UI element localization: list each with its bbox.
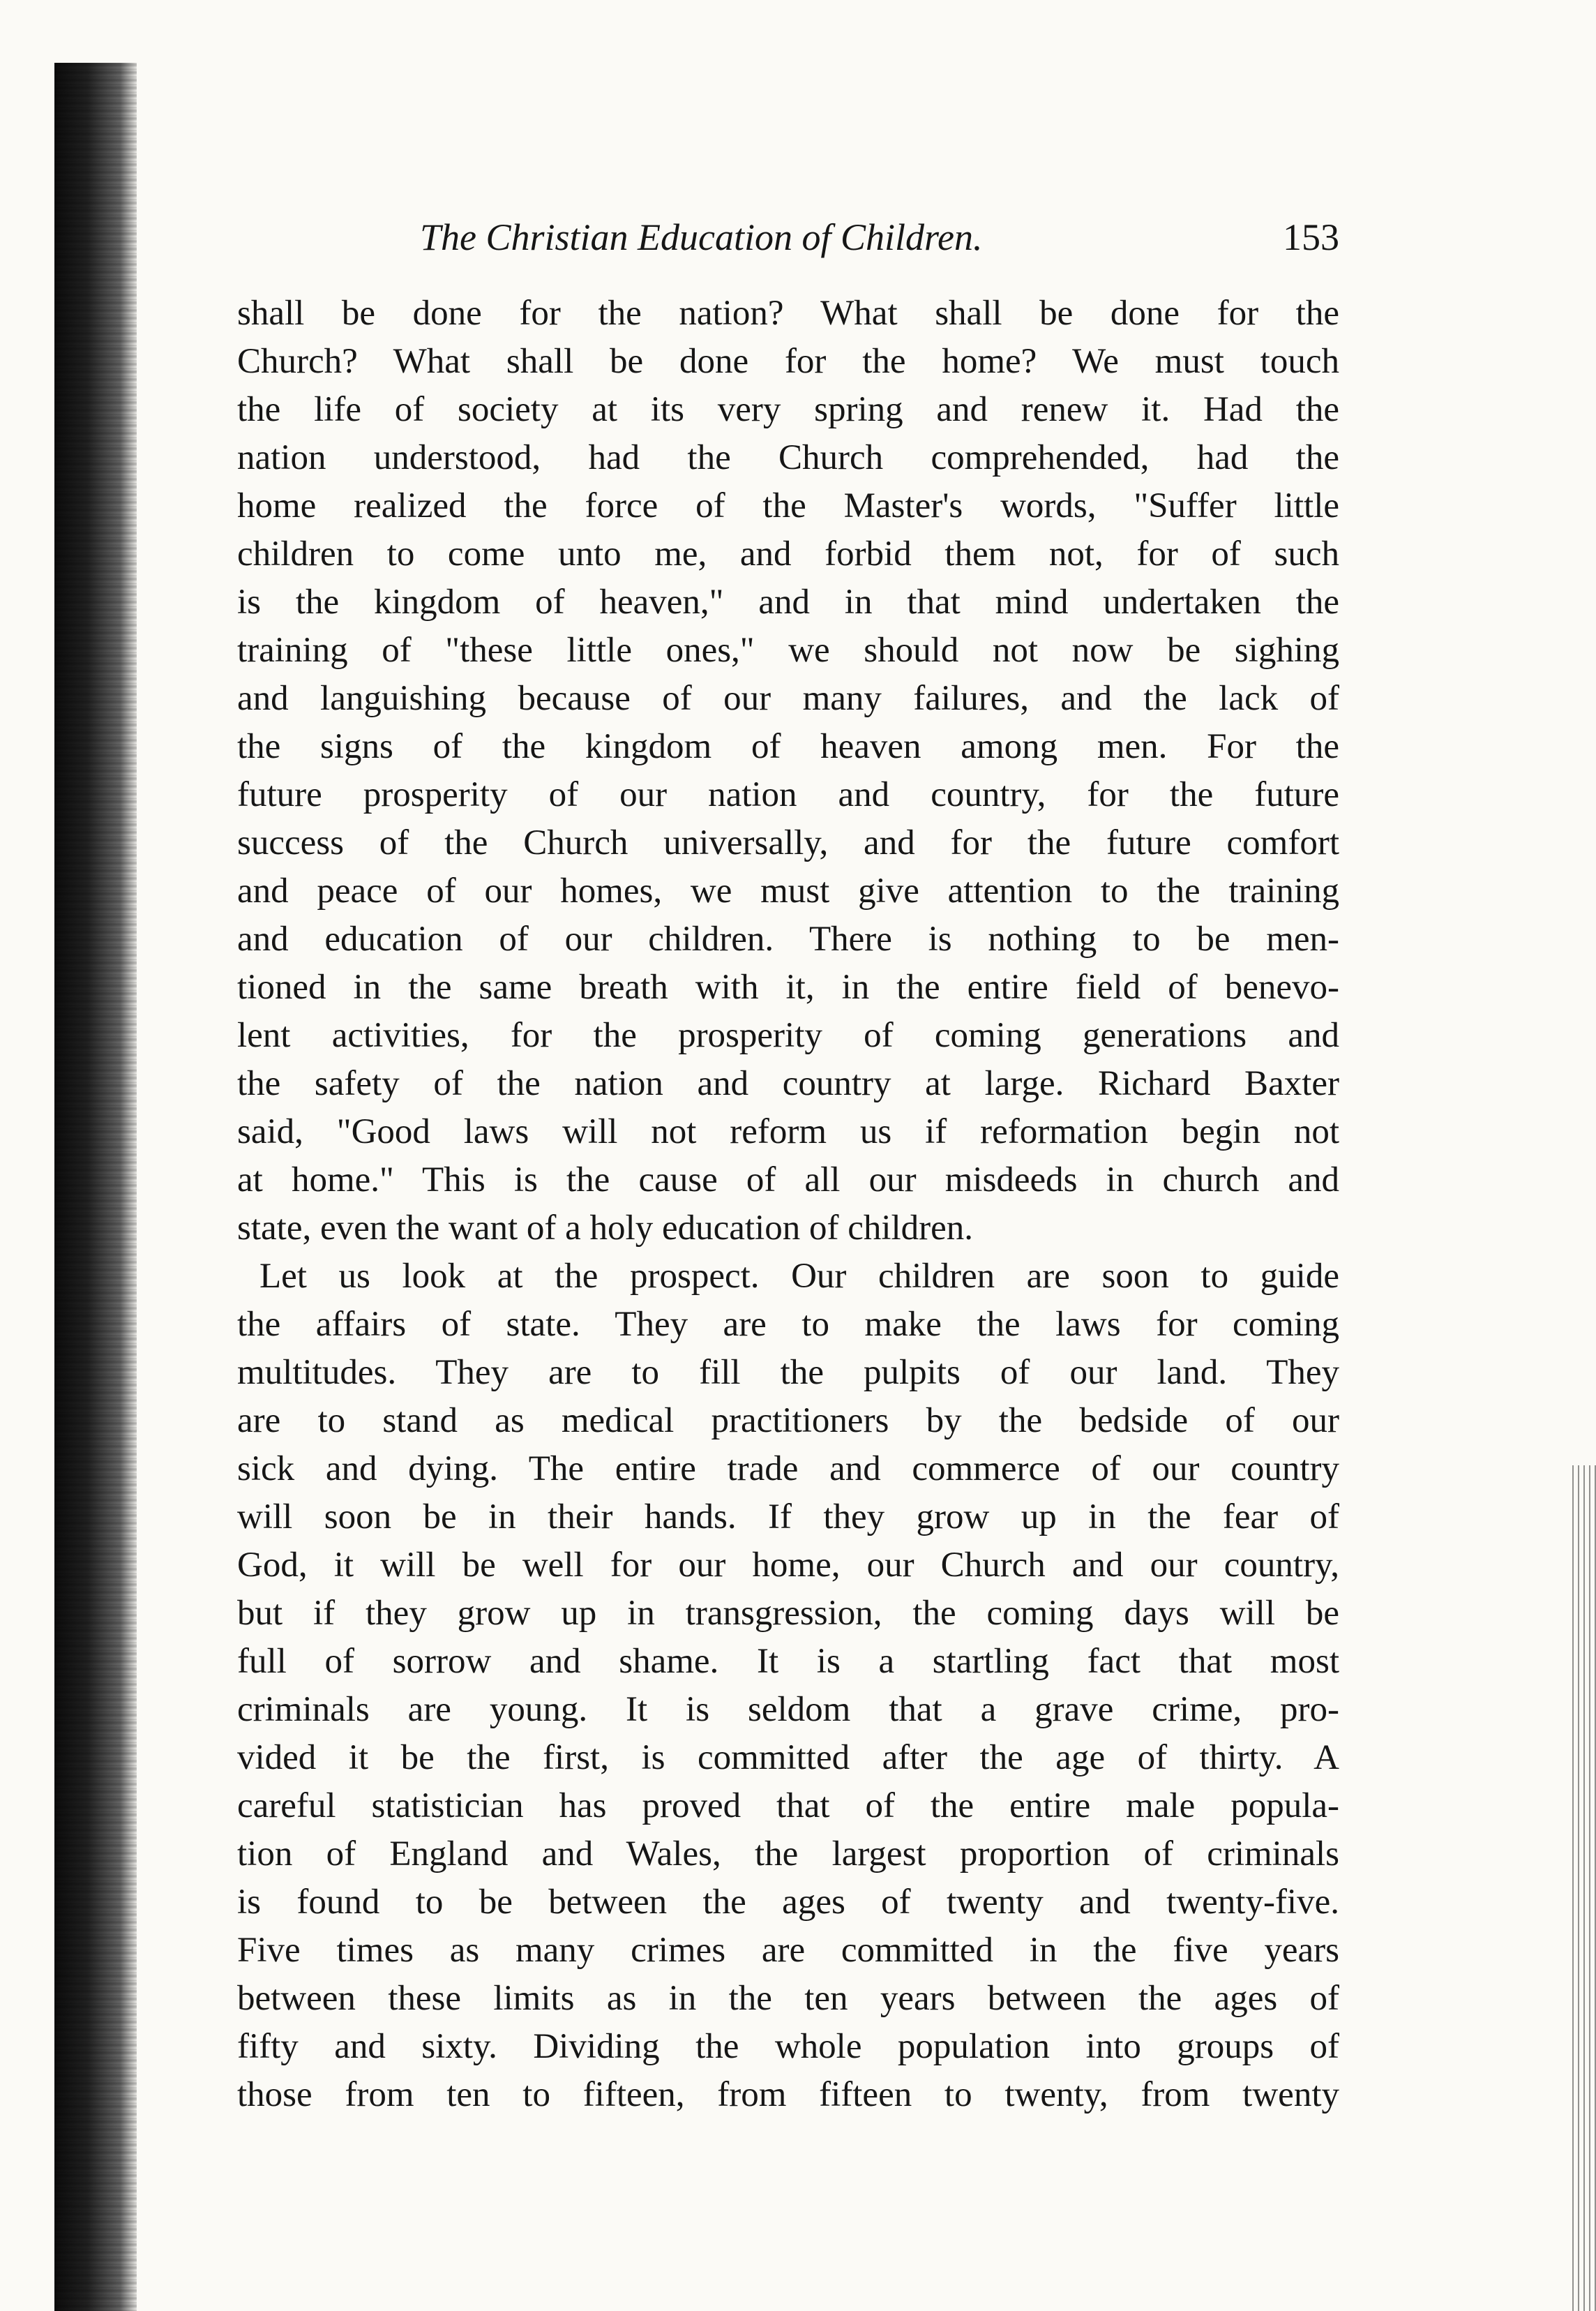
text-line: multitudes. They are to fill the pulpits of our land. They xyxy=(237,1353,1339,1392)
text-line: between these limits as in the ten years between the ages of xyxy=(237,1979,1339,2018)
text-line: Church? What shall be done for the home? We must touch xyxy=(237,342,1339,381)
text-line: the safety of the nation and country at large. Richard Baxter xyxy=(237,1064,1339,1103)
text-line: said, "Good laws will not reform us if reformation begin not xyxy=(237,1112,1339,1151)
text-line: at home." This is the cause of all our misdeeds in church and xyxy=(237,1160,1339,1199)
text-line: but if they grow up in transgression, the coming days will be xyxy=(237,1594,1339,1633)
text-line: full of sorrow and shame. It is a startling fact that most xyxy=(237,1642,1339,1681)
text-line: fifty and sixty. Dividing the whole population into groups of xyxy=(237,2027,1339,2066)
text-line: success of the Church universally, and for the future comfort xyxy=(237,823,1339,862)
book-binding-shadow xyxy=(54,63,137,2311)
text-line: and peace of our homes, we must give attention to the training xyxy=(237,872,1339,911)
text-line: will soon be in their hands. If they grow up in the fear of xyxy=(237,1497,1339,1536)
page-number: 153 xyxy=(1283,216,1339,258)
text-line: and languishing because of our many failures, and the lack of xyxy=(237,679,1339,718)
text-line: the life of society at its very spring and renew it. Had the xyxy=(237,390,1339,429)
text-line: shall be done for the nation? What shall be done for the xyxy=(237,294,1339,333)
text-line: are to stand as medical practitioners by the bedside of our xyxy=(237,1401,1339,1440)
text-line: tioned in the same breath with it, in the entire field of benevo- xyxy=(237,968,1339,1007)
running-header xyxy=(237,209,1339,265)
text-line: those from ten to fifteen, from fifteen to twenty, from twenty xyxy=(237,2075,1339,2114)
text-line: and education of our children. There is nothing to be men- xyxy=(237,920,1339,959)
body-text xyxy=(237,290,1339,2119)
running-title: The Christian Education of Children. xyxy=(420,216,983,258)
text-line: lent activities, for the prosperity of coming generations and xyxy=(237,1016,1339,1055)
text-line: criminals are young. It is seldom that a grave crime, pro- xyxy=(237,1690,1339,1729)
text-line: Five times as many crimes are committed in the five years xyxy=(237,1931,1339,1970)
text-line: state, even the want of a holy education of children. xyxy=(237,1209,974,1248)
text-line: home realized the force of the Master's words, "Suffer little xyxy=(237,486,1339,525)
text-line: is found to be between the ages of twenty and twenty-five. xyxy=(237,1883,1339,1922)
text-line: nation understood, had the Church comprehended, had the xyxy=(237,438,1339,477)
text-line: the signs of the kingdom of heaven among men. For the xyxy=(237,727,1339,766)
text-line: training of "these little ones," we should not now be sighing xyxy=(237,631,1339,670)
text-line: careful statistician has proved that of the entire male popula- xyxy=(237,1786,1339,1825)
text-line: sick and dying. The entire trade and commerce of our country xyxy=(237,1449,1339,1488)
text-line: the affairs of state. They are to make the laws for coming xyxy=(237,1305,1339,1344)
text-line: children to come unto me, and forbid them not, for of such xyxy=(237,534,1339,574)
text-line: Let us look at the prospect. Our children are soon to guide xyxy=(259,1257,1339,1296)
text-line: future prosperity of our nation and country, for the future xyxy=(237,775,1339,814)
text-line: is the kingdom of heaven," and in that mind undertaken the xyxy=(237,583,1339,622)
page-edge-shadow xyxy=(1572,1465,1596,2311)
text-line: vided it be the first, is committed after the age of thirty. A xyxy=(237,1738,1339,1777)
text-line: tion of England and Wales, the largest proportion of criminals xyxy=(237,1834,1339,1874)
text-line: God, it will be well for our home, our Church and our country, xyxy=(237,1546,1339,1585)
